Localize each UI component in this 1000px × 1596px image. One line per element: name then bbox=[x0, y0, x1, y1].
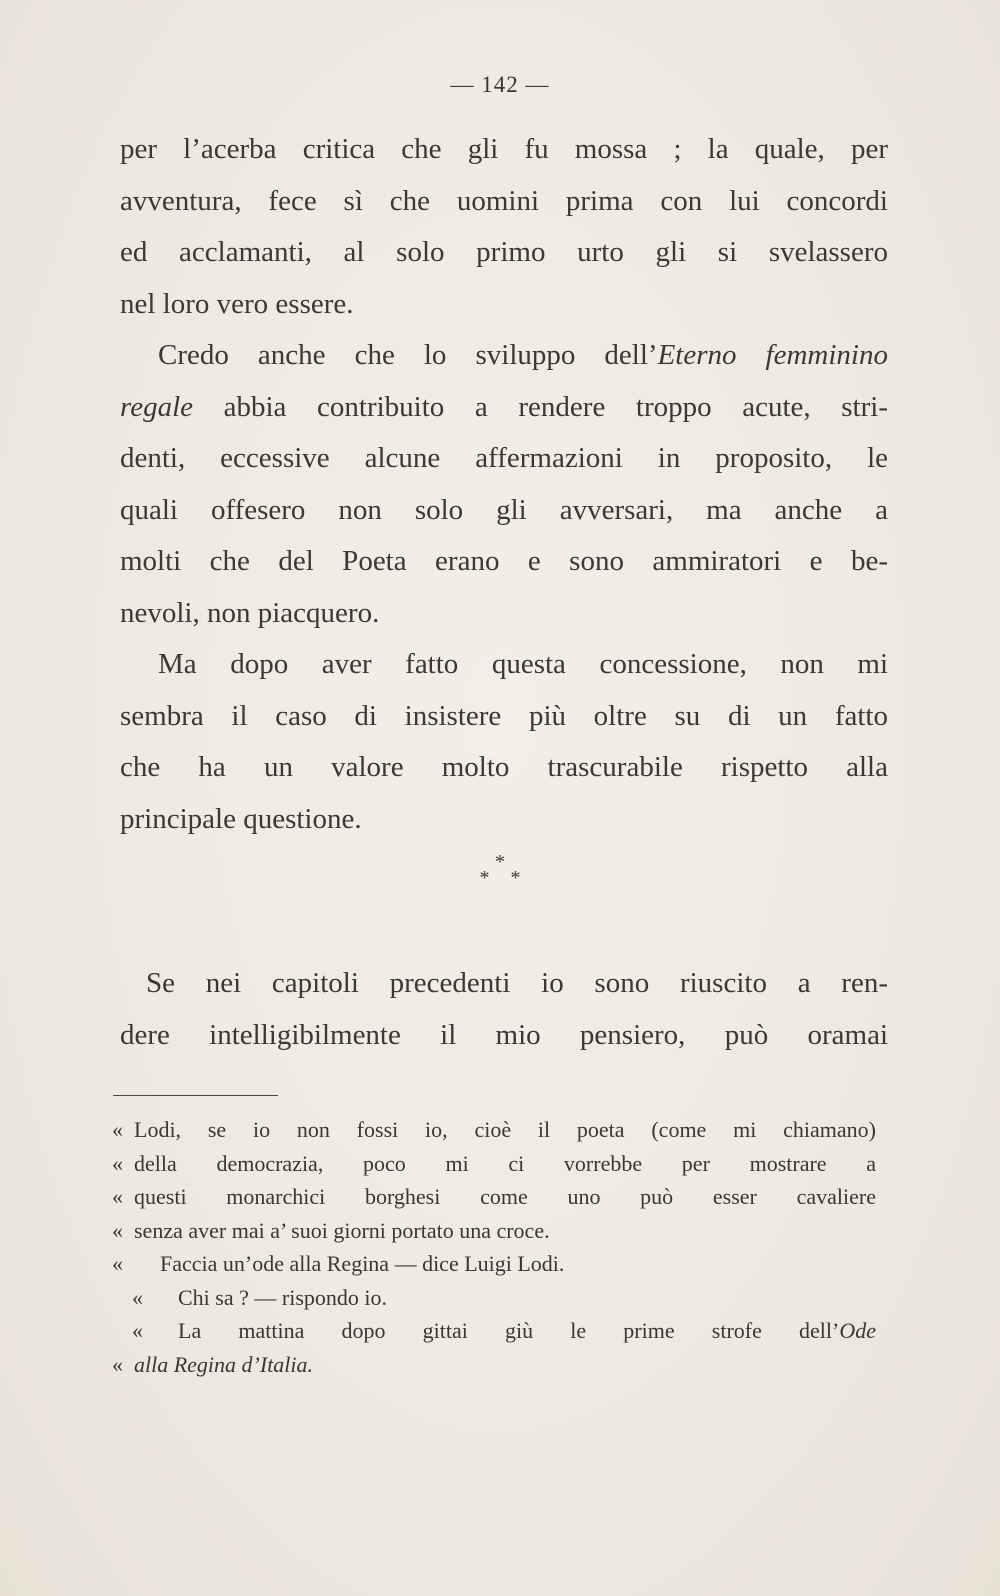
text-line: nevoli, non piacquero. bbox=[120, 596, 380, 629]
quote-mark: « bbox=[112, 1217, 123, 1243]
quote-mark: « bbox=[112, 1184, 123, 1209]
footnote-text: della democrazia, poco mi ci vorrebbe per mostrare a bbox=[134, 1150, 876, 1176]
footnote-text: senza aver mai a’ suoi giorni portato una croce. bbox=[134, 1217, 550, 1243]
paragraph-3 bbox=[120, 639, 888, 845]
text-line: nel loro vero essere. bbox=[120, 287, 354, 320]
footnote-text: questi monarchici borghesi come uno può esser cavaliere bbox=[134, 1184, 876, 1209]
italic-title: Eterno femminino bbox=[657, 339, 888, 371]
text-line bbox=[120, 330, 888, 382]
paragraph-2 bbox=[120, 330, 888, 639]
footnote-line bbox=[112, 1214, 876, 1248]
footnote-line bbox=[112, 1147, 876, 1181]
quote-mark: « bbox=[132, 1318, 143, 1343]
asterism-top: * bbox=[495, 851, 505, 873]
footnote-text: alla Regina d’Italia. bbox=[134, 1351, 314, 1377]
italic-title: regale bbox=[120, 390, 194, 423]
footnote-text: Lodi, se io non fossi io, cioè il poeta (come mi chiamano) bbox=[134, 1117, 876, 1142]
text-line bbox=[120, 382, 888, 434]
text-line: sembra il caso di insistere più oltre su di un fatto bbox=[120, 699, 888, 732]
footnote-rule bbox=[113, 1095, 278, 1096]
footnote-line bbox=[112, 1180, 876, 1214]
quote-mark: « bbox=[112, 1117, 123, 1142]
text-line: per l’acerba critica che gli fu mossa ; la quale, per bbox=[120, 133, 888, 165]
footnote-line bbox=[112, 1314, 876, 1348]
text-line: denti, eccessive alcune affermazioni in proposito, le bbox=[120, 442, 888, 474]
page-number: — 142 — bbox=[450, 72, 550, 97]
text-line: avventura, fece sì che uomini prima con lui concordi bbox=[120, 184, 888, 217]
italic-title: Ode bbox=[839, 1318, 876, 1343]
footnote-text bbox=[178, 1314, 876, 1348]
text-line: molti che del Poeta erano e sono ammiratori e be- bbox=[120, 545, 888, 577]
asterism-separator bbox=[0, 851, 1000, 889]
text-line: dere intelligibilmente il mio pensiero, può oramai bbox=[120, 1018, 888, 1051]
asterism-bottom: * * bbox=[479, 867, 529, 889]
quote-mark: « bbox=[112, 1150, 123, 1176]
quote-mark: « bbox=[112, 1351, 123, 1377]
text-fragment: Credo anche che lo sviluppo dell’ bbox=[158, 339, 658, 371]
footnote-line bbox=[112, 1348, 876, 1382]
text-line: Se nei capitoli precedenti io sono riuscito a ren- bbox=[146, 967, 888, 999]
text-line: Ma dopo aver fatto questa concessione, non mi bbox=[158, 648, 888, 680]
quote-mark: « bbox=[112, 1251, 123, 1276]
footnote-line bbox=[112, 1247, 876, 1281]
paragraph-1 bbox=[120, 124, 888, 330]
footnote-line bbox=[112, 1281, 876, 1315]
text-fragment: abbia contribuito a rendere troppo acute, stri- bbox=[193, 390, 888, 423]
quote-mark: « bbox=[132, 1284, 143, 1310]
footnote-line bbox=[112, 1113, 876, 1147]
text-line: quali offesero non solo gli avversari, ma anche a bbox=[120, 493, 888, 526]
text-line: che ha un valore molto trascurabile rispetto alla bbox=[120, 751, 888, 783]
footnote-text: Chi sa ? — rispondo io. bbox=[178, 1284, 387, 1310]
section-text bbox=[120, 958, 888, 1061]
text-line: principale questione. bbox=[120, 802, 362, 835]
main-text bbox=[120, 124, 888, 845]
text-fragment: La mattina dopo gittai giù le prime strofe dell’ bbox=[178, 1318, 840, 1343]
footnotes bbox=[112, 1113, 876, 1381]
footnote-text: Faccia un’ode alla Regina — dice Luigi Lodi. bbox=[160, 1251, 565, 1276]
text-line: ed acclamanti, al solo primo urto gli si svelassero bbox=[120, 236, 888, 268]
